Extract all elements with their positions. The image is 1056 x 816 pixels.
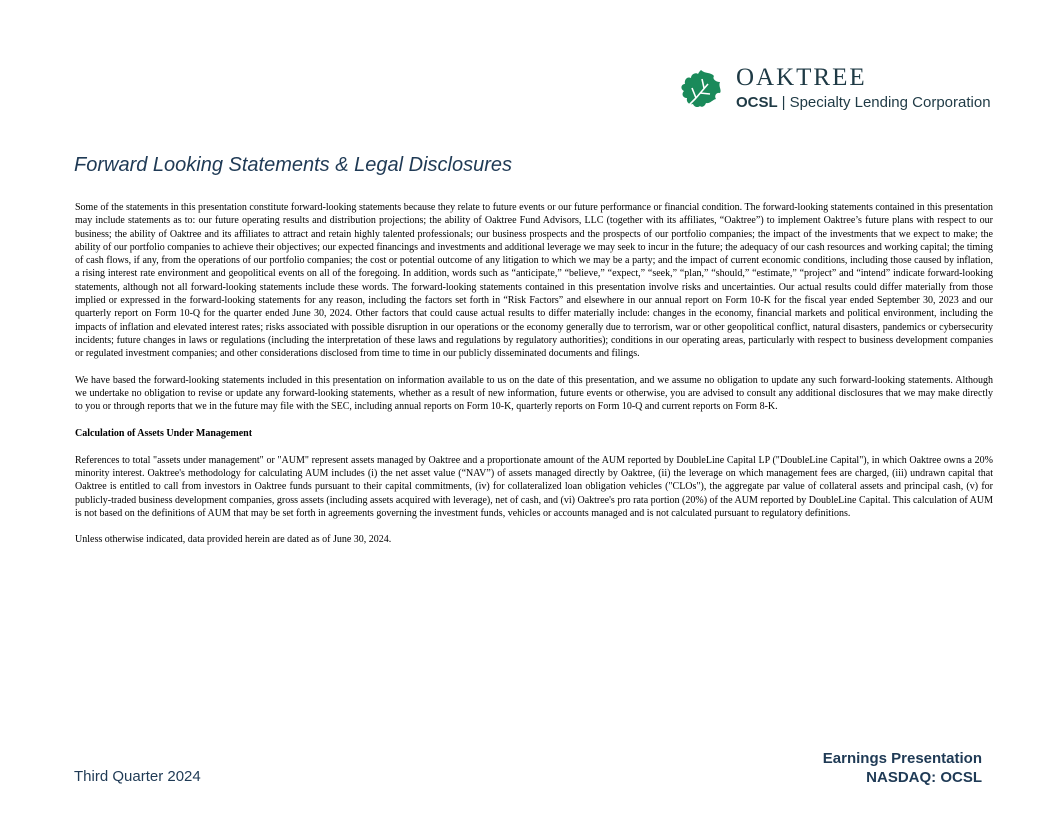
footer-quarter: Third Quarter 2024 (74, 768, 201, 785)
footer-presentation-info (823, 749, 982, 787)
logo-company: Specialty Lending Corporation (789, 94, 991, 111)
logo-ticker: OCSL (736, 94, 778, 111)
aum-paragraph: References to total "assets under management" or "AUM" represent assets managed by Oaktree and a proportionate amount of the AUM reported by DoubleLine Capital LP ("DoubleLine Capital"), in which Oaktree owns a 20% minority interest. Oaktree's methodology for calculating AUM includes (i) the net asset value (“NAV”) of assets managed directly by Oaktree, (ii) the leverage on which management fees are charged, (iii) undrawn capital that Oaktree is entitled to call from investors in Oaktree funds pursuant to their capital commitments, (iv) for collateralized loan obligation vehicles ("CLOs"), the aggregate par value of collateral assets and principal cash, (v) for publicly-traded business development companies, gross assets (including assets acquired with leverage), net of cash, and (vi) Oaktree's pro rata portion (20%) of the AUM reported by DoubleLine Capital. This calculation of AUM is not based on the definitions of AUM that may be set forth in agreements governing the investment funds, vehicles or accounts managed and is not calculated pursuant to regulatory definitions. (75, 454, 993, 519)
logo-subtitle (736, 94, 991, 111)
forward-looking-paragraph: Some of the statements in this presentation constitute forward-looking statements because they relate to future events or our future performance or financial condition. The forward-looking statements contained in this presentation may include statements as to: our future operating results and distribution projections; the ability of Oaktree Fund Advisors, LLC (together with its affiliates, “Oaktree”) to implement Oaktree’s future plans with respect to our business; the ability of Oaktree and its affiliates to attract and retain highly talented professionals; our business prospects and the prospects of our portfolio companies; the impact of the investments that we expect to make; the ability of our portfolio companies to achieve their objectives; our expected financings and investments and additional leverage we may seek to incur in the future; the adequacy of our cash resources and working capital; the timing of cash flows, if any, from the operations of our portfolio companies; the cost or potential outcome of any litigation to which we may be a party; and the impact of current economic conditions, including those caused by inflation, a rising interest rate environment and geopolitical events on all of the foregoing. In addition, words such as “anticipate,” “believe,” “expect,” “seek,” “plan,” “should,” “estimate,” “project” and “intend” indicate forward-looking statements, although not all forward-looking statements include these words. The forward-looking statements contained in this presentation involve risks and uncertainties. Our actual results could differ materially from those implied or expressed in the forward-looking statements for any reason, including the factors set forth in “Risk Factors” and elsewhere in our annual report on Form 10-K for the fiscal year ended September 30, 2023 and our quarterly report on Form 10-Q for the quarter ended June 30, 2024. Other factors that could cause actual results to differ materially include: changes in the economy, financial markets and political environment, including the impacts of inflation and elevated interest rates; risks associated with possible disruption in our operations or the economy generally due to terrorism, war or other geopolitical conflict, natural disasters, pandemics or cybersecurity incidents; future changes in laws or regulations (including the interpretation of these laws and regulations by regulatory authorities); conditions in our operating areas, particularly with respect to business development companies or regulated investment companies; and other considerations disclosed from time to time in our publicly disseminated documents and filings. (75, 202, 993, 360)
logo-separator: | (781, 94, 786, 111)
aum-heading: Calculation of Assets Under Management (75, 428, 253, 440)
footer-ticker: NASDAQ: OCSL (866, 769, 982, 786)
no-update-paragraph: We have based the forward-looking statements included in this presentation on information available to us on the date of this presentation, and we assume no obligation to update any such forward-looking statements. Although we undertake no obligation to revise or update any forward-looking statements, whether as a result of new information, future events or otherwise, you are advised to consult any additional disclosures that we may make directly to you or through reports that we in the future may file with the SEC, including annual reports on Form 10-K, quarterly reports on Form 10-Q and current reports on Form 8-K. (75, 374, 993, 413)
page-title: Forward Looking Statements & Legal Disclosures (74, 154, 512, 176)
oaktree-logo (678, 64, 991, 116)
footer-presentation-title: Earnings Presentation (822, 750, 982, 767)
data-date-paragraph: Unless otherwise indicated, data provided herein are dated as of June 30, 2024. (75, 534, 392, 546)
logo-name: OAKTREE (736, 64, 867, 91)
disclosure-body (75, 201, 993, 560)
oak-leaf-icon (678, 68, 724, 112)
